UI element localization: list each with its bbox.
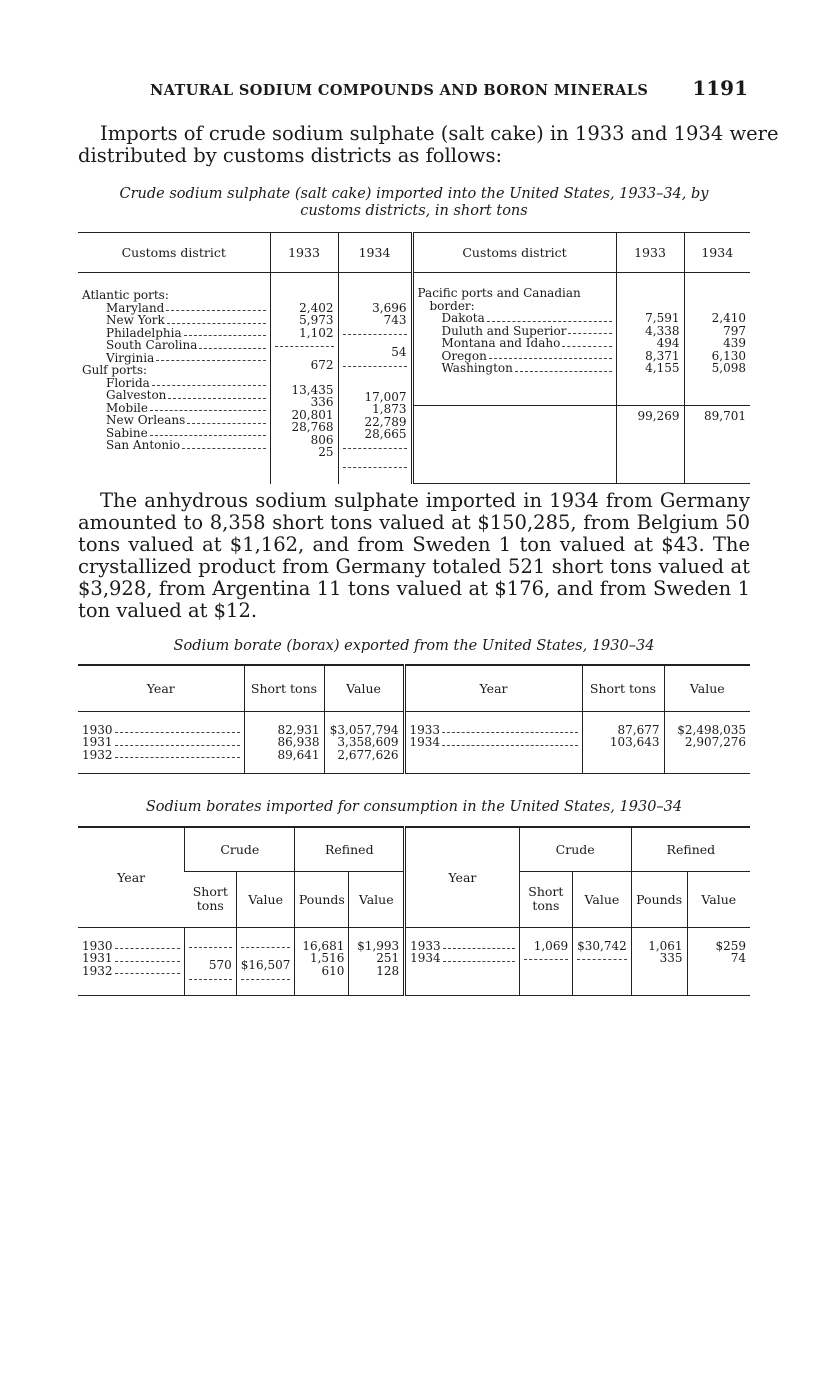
value-cell: 5,973 <box>299 313 334 327</box>
empty-value-dashes <box>577 959 627 972</box>
value-cell: 806 <box>310 432 334 447</box>
table3-left-years <box>78 927 185 996</box>
year-label: 1934 <box>410 736 578 749</box>
district-label: South Carolina <box>82 339 266 352</box>
empty-value-dashes <box>189 979 231 992</box>
value-cell: 3,696 <box>372 300 407 315</box>
value-cell: 4,338 <box>645 323 680 338</box>
value-cell: 128 <box>376 963 400 978</box>
col-header-value: Value <box>349 871 405 927</box>
table3-right-crude-tons <box>519 927 572 996</box>
table1-left-1934-values <box>338 273 412 484</box>
value-cell: 25 <box>318 445 334 459</box>
table2-left-value <box>324 711 404 773</box>
page-number: 1191 <box>692 76 748 100</box>
col-header-1933: 1933 <box>616 233 684 273</box>
district-label: Sabine <box>82 427 266 440</box>
district-label: Montana and Idaho <box>418 337 612 350</box>
table3-right-refined-value <box>687 927 750 996</box>
value-cell: 2,907,276 <box>684 735 746 749</box>
value-cell: 28,768 <box>291 420 334 434</box>
table3-caption: Sodium borates imported for consumption in the United States, 1930–34 <box>145 799 683 815</box>
value-cell: 103,643 <box>609 735 660 749</box>
value-cell: 8,371 <box>645 348 680 363</box>
empty-value-dashes <box>275 346 334 359</box>
col-header-year: Year <box>404 665 582 711</box>
table3-right-years <box>405 927 519 996</box>
col-header-refined: Refined <box>295 827 405 871</box>
value-cell: 1,102 <box>299 325 334 340</box>
table1-caption-line: customs districts, in short tons <box>300 203 528 219</box>
table1-caption <box>78 186 750 220</box>
value-cell: 22,789 <box>364 414 407 429</box>
col-header-pounds: Pounds <box>631 871 687 927</box>
table2-right-years <box>404 711 582 773</box>
col-header-year: Year <box>405 827 519 927</box>
district-label: Dakota <box>418 312 612 325</box>
col-header-year: Year <box>78 665 244 711</box>
year-label: 1931 <box>82 952 180 965</box>
col-header-district: Customs district <box>78 233 270 273</box>
col-header-crude: Crude <box>519 827 631 871</box>
table1-left-1933-values <box>270 273 338 484</box>
year-label: 1932 <box>82 965 180 978</box>
value-cell: $3,057,794 <box>329 722 399 737</box>
paragraph-imports-detail <box>78 490 750 622</box>
value-cell: 336 <box>310 395 334 409</box>
table3-left-crude-value <box>236 927 295 996</box>
table1-left-districts <box>78 273 270 484</box>
col-header-value: Value <box>573 871 632 927</box>
table2-left-short-tons <box>244 711 324 773</box>
year-label: 1932 <box>82 749 240 762</box>
empty-value-dashes <box>241 979 291 992</box>
value-cell: 3,358,609 <box>337 735 399 749</box>
paragraph-line: crystallized product from Germany totaled 521 short tons valued at <box>78 555 750 578</box>
value-cell: 4,155 <box>645 361 680 375</box>
district-label: New Orleans <box>82 414 266 427</box>
value-cell: $30,742 <box>577 938 627 953</box>
value-cell: 1,069 <box>533 938 569 953</box>
year-label: 1933 <box>410 724 578 737</box>
value-cell: 2,402 <box>299 300 334 315</box>
value-cell: 439 <box>723 336 746 350</box>
table2-caption: Sodium borate (borax) exported from the United States, 1930–34 <box>173 638 655 654</box>
col-header-1933: 1933 <box>270 233 338 273</box>
total-cell: 99,269 <box>637 409 680 423</box>
col-header-short-tons: Short tons <box>185 871 236 927</box>
running-head <box>150 76 750 106</box>
year-label: 1930 <box>82 940 180 953</box>
value-cell: 89,641 <box>277 747 320 762</box>
value-cell: 672 <box>310 357 334 372</box>
value-cell: 87,677 <box>617 722 660 737</box>
col-header-short-tons: Short tons <box>519 871 572 927</box>
col-header-pounds: Pounds <box>295 871 349 927</box>
paragraph-line: The anhydrous sodium sulphate imported in 1934 from Germany <box>100 489 750 512</box>
paragraph-line: amounted to 8,358 short tons valued at $150,285, from Belgium 50 <box>78 511 750 534</box>
value-cell: 13,435 <box>291 382 334 397</box>
total-cell: 89,701 <box>704 409 746 423</box>
col-header-value: Value <box>236 871 295 927</box>
year-label: 1931 <box>82 736 240 749</box>
district-label: Maryland <box>82 302 266 315</box>
col-header-1934: 1934 <box>684 233 750 273</box>
intro-line: Imports of crude sodium sulphate (salt cake) in 1933 and 1934 were <box>100 122 779 145</box>
district-label: Florida <box>82 377 266 390</box>
value-cell: 54 <box>391 345 407 359</box>
value-cell: 2,410 <box>711 311 746 325</box>
value-cell: 86,938 <box>277 735 320 749</box>
table3-left-crude-tons <box>185 927 236 996</box>
empty-value-dashes <box>524 959 568 972</box>
district-label: Oregon <box>418 350 612 363</box>
district-label: San Antonio <box>82 439 266 452</box>
value-cell: 16,681 <box>302 938 345 953</box>
intro-paragraph <box>78 122 779 167</box>
value-cell: $2,498,035 <box>677 722 746 737</box>
intro-line: distributed by customs districts as follows: <box>78 144 503 167</box>
table3-left-refined-pounds <box>295 927 349 996</box>
group-heading: Pacific ports and Canadian <box>417 286 581 300</box>
table2-borax-exports <box>78 664 750 774</box>
district-label: Duluth and Superior <box>418 325 612 338</box>
col-header-short-tons: Short tons <box>244 665 324 711</box>
value-cell: 570 <box>208 958 232 972</box>
value-cell: 6,130 <box>711 348 746 363</box>
paragraph-line: ton valued at $12. <box>78 599 258 622</box>
group-heading: Atlantic ports: <box>82 288 169 302</box>
value-cell: 1,873 <box>372 402 407 416</box>
group-heading: border: <box>429 298 475 313</box>
table1-total-label <box>412 406 616 484</box>
table2-left-years <box>78 711 244 773</box>
value-cell: 2,677,626 <box>337 747 399 762</box>
table1-right-districts <box>412 273 616 406</box>
table3-right-refined-pounds <box>631 927 687 996</box>
col-header-short-tons: Short tons <box>582 665 664 711</box>
col-header-refined: Refined <box>631 827 750 871</box>
table1-right-1933-values <box>616 273 684 406</box>
value-cell: 1,516 <box>309 951 345 965</box>
value-cell: $1,993 <box>357 938 400 953</box>
value-cell: 82,931 <box>277 722 320 737</box>
empty-value-dashes <box>343 467 407 480</box>
value-cell: 28,665 <box>364 427 407 441</box>
year-label: 1933 <box>410 940 514 953</box>
value-cell: 335 <box>659 951 683 965</box>
value-cell: $259 <box>715 938 746 953</box>
empty-value-dashes <box>343 366 407 379</box>
value-cell: $16,507 <box>240 958 291 972</box>
col-header-crude: Crude <box>185 827 295 871</box>
value-cell: 1,061 <box>648 938 683 953</box>
value-cell: 797 <box>723 323 746 338</box>
table1-right-1934-values <box>684 273 750 406</box>
value-cell: 494 <box>656 336 680 350</box>
district-label: Philadelphia <box>82 327 266 340</box>
table3-borate-imports <box>78 826 750 996</box>
col-header-year: Year <box>78 827 185 927</box>
value-cell: 743 <box>383 313 407 327</box>
table2-right-value <box>664 711 750 773</box>
group-heading: Gulf ports: <box>82 363 148 377</box>
table1-total-1934 <box>684 406 750 484</box>
district-label: Mobile <box>82 402 266 415</box>
district-label: Washington <box>418 362 612 375</box>
table3-left-refined-value <box>349 927 405 996</box>
table2-right-short-tons <box>582 711 664 773</box>
value-cell: 7,591 <box>645 311 680 325</box>
value-cell: 20,801 <box>291 407 334 422</box>
col-header-value: Value <box>664 665 750 711</box>
district-label: Galveston <box>82 389 266 402</box>
year-label: 1934 <box>410 952 514 965</box>
empty-value-dashes <box>343 448 407 461</box>
value-cell: 17,007 <box>364 389 407 404</box>
col-header-1934: 1934 <box>338 233 412 273</box>
paragraph-line: tons valued at $1,162, and from Sweden 1 ton valued at $43. The <box>78 533 750 556</box>
table1-salt-cake-imports <box>78 232 750 484</box>
value-cell: 5,098 <box>711 361 746 375</box>
year-label: 1930 <box>82 724 240 737</box>
value-cell: 610 <box>321 963 345 978</box>
col-header-value: Value <box>687 871 750 927</box>
table1-total-1933 <box>616 406 684 484</box>
table3-right-crude-value <box>573 927 632 996</box>
table1-caption-line: Crude sodium sulphate (salt cake) imported into the United States, 1933–34, by <box>119 186 709 202</box>
value-cell: 251 <box>376 951 400 965</box>
district-label: New York <box>82 314 266 327</box>
running-title: NATURAL SODIUM COMPOUNDS AND BORON MINERALS <box>150 82 649 99</box>
district-label: Virginia <box>82 352 266 365</box>
paragraph-line: $3,928, from Argentina 11 tons valued at $176, and from Sweden 1 <box>78 577 750 600</box>
col-header-value: Value <box>324 665 404 711</box>
value-cell: 74 <box>730 951 746 965</box>
col-header-district: Customs district <box>412 233 616 273</box>
